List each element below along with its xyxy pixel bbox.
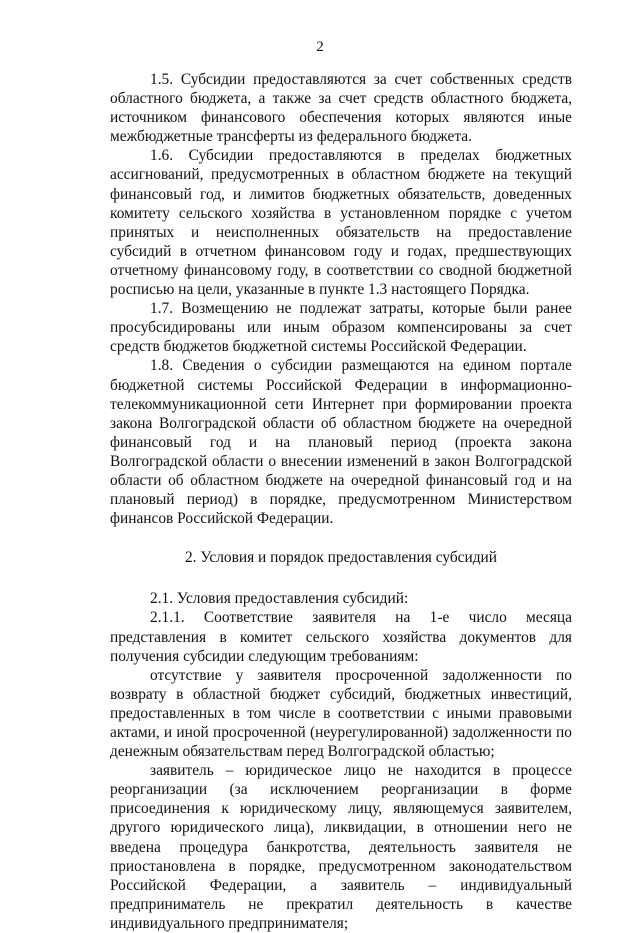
section-2-heading: 2. Условия и порядок предоставления субсидий xyxy=(184,549,498,567)
page-number: 2 xyxy=(316,39,324,55)
paragraph-1-7: 1.7. Возмещению не подлежат затраты, которые были ранее просубсидированы или иным образом компенсированы за счет средств бюджетов бюджетной системы Российской Федерации. xyxy=(110,300,572,356)
paragraph-2-1: 2.1. Условия предоставления субсидий: xyxy=(150,590,409,608)
paragraph-1-8: 1.8. Сведения о субсидии размещаются на едином портале бюджетной системы Российской Федерации в информационно-телекоммуникационной сети Интернет при формировании проекта закона Волгоградской области об областном бюджете на очередной финансовый год и на плановый период (проекта закона Волгоградской области о внесении изменений в закон Волгоградской области об областном бюджете на очередной финансовый год и на плановый период) в порядке, предусмотренном Министерством финансов Российской Федерации. xyxy=(110,357,572,528)
document-body xyxy=(110,70,572,933)
paragraph-1-6: 1.6. Субсидии предоставляются в пределах бюджетных ассигнований, предусмотренных в областном бюджете на текущий финансовый год, и лимитов бюджетных обязательств, доведенных комитету сельского хозяйства в установленном порядке с учетом принятых и неисполненных обязательств на предоставление субсидий в отчетном финансовом году и годах, предшествующих отчетному финансовому году, в соответствии со сводной бюджетной росписью на цели, указанные в пункте 1.3 настоящего Порядка. xyxy=(110,147,572,299)
paragraph-2-1-1: 2.1.1. Соответствие заявителя на 1-е число месяца представления в комитет сельского хозяйства документов для получения субсидии следующим требованиям: xyxy=(110,609,572,665)
requirement-no-reorganization: заявитель – юридическое лицо не находится в процессе реорганизации (за исключением реорганизации в форме присоединения к юридическому лицу, являющемуся заявителем, другого юридического лица), ликвидации, в отношении него не введена процедура банкротства, деятельность заявителя не приостановлена в порядке, предусмотренном законодательством Российской Федерации, а заявитель – индивидуальный предприниматель не прекратил деятельность в качестве индивидуального предпринимателя; xyxy=(110,762,572,932)
requirement-no-debt: отсутствие у заявителя просроченной задолженности по возврату в областной бюджет субсидий, бюджетных инвестиций, предоставленных в том числе в соответствии с иными правовыми актами, и иной просроченной (неурегулированной) задолженности по денежным обязательствам перед Волгоградской областью; xyxy=(110,666,572,761)
paragraph-1-5: 1.5. Субсидии предоставляются за счет собственных средств областного бюджета, а также за счет средств областного бюджета, источником финансового обеспечения которых являются иные межбюджетные трансферты из федерального бюджета. xyxy=(110,71,572,146)
